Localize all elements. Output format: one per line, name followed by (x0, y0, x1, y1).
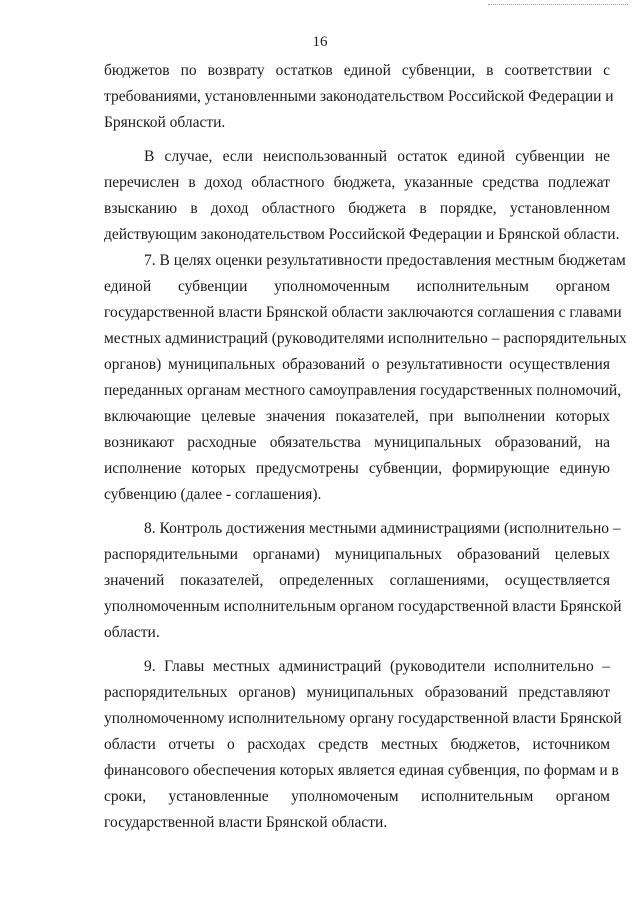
paragraph-7 (104, 248, 627, 508)
text-line: Брянской области. (104, 114, 226, 131)
text-line: местных администраций (руководителями исполнительно – распорядительных (104, 330, 627, 347)
text-line: требованиями, установленными законодательством Российской Федерации и (104, 88, 614, 105)
text-line: единой субвенции уполномоченным исполнительным органом (104, 278, 610, 295)
text-line: исполнение которых предусмотрены субвенции, формирующие единую (104, 460, 610, 477)
paragraph-9 (104, 654, 622, 836)
text-line: области отчеты о расходах средств местных бюджетов, источником (104, 736, 610, 753)
text-line: уполномоченному исполнительному органу государственной власти Брянской (104, 710, 622, 727)
text-line: государственной власти Брянской области заключаются соглашения с главами (104, 304, 622, 321)
text-line: В случае, если неиспользованный остаток единой субвенции не (144, 148, 610, 165)
text-line: области. (104, 624, 160, 641)
text-line: 9. Главы местных администраций (руководители исполнительно – (144, 658, 610, 675)
scan-artifact-line (488, 4, 628, 5)
text-line: перечислен в доход областного бюджета, указанные средства подлежат (104, 174, 610, 191)
text-line: переданных органам местного самоуправления государственных полномочий, (104, 382, 622, 399)
text-line: финансового обеспечения которых является единая субвенция, по формам и в (104, 762, 619, 779)
text-line: распорядительных органов) муниципальных образований представляют (104, 684, 610, 701)
text-line: государственной власти Брянской области. (104, 814, 388, 831)
paragraph-2 (104, 144, 620, 248)
text-line: взысканию в доход областного бюджета в порядке, установленном (104, 200, 610, 217)
paragraph-1 (104, 58, 614, 136)
document-body (104, 58, 627, 836)
text-line: сроки, установленные уполномоченым исполнительным органом (104, 788, 610, 805)
text-line: распорядительными органами) муниципальных образований целевых (104, 546, 610, 563)
text-line: 8. Контроль достижения местными администрациями (исполнительно – (144, 520, 621, 537)
text-line: 7. В целях оценки результативности предоставления местным бюджетам (144, 252, 626, 269)
text-line: возникают расходные обязательства муниципальных образований, на (104, 434, 610, 451)
text-line: субвенцию (далее - соглашения). (104, 486, 322, 503)
text-line: бюджетов по возврату остатков единой субвенции, в соответствии с (104, 62, 610, 79)
text-line: действующим законодательством Российской Федерации и Брянской области. (104, 226, 620, 243)
text-line: уполномоченным исполнительным органом государственной власти Брянской (104, 598, 622, 615)
page-number: 16 (312, 34, 328, 50)
paragraph-8 (104, 516, 622, 646)
text-line: включающие целевые значения показателей, при выполнении которых (104, 408, 610, 425)
text-line: органов) муниципальных образований о результативности осуществления (104, 356, 610, 373)
text-line: значений показателей, определенных соглашениями, осуществляется (104, 572, 610, 589)
